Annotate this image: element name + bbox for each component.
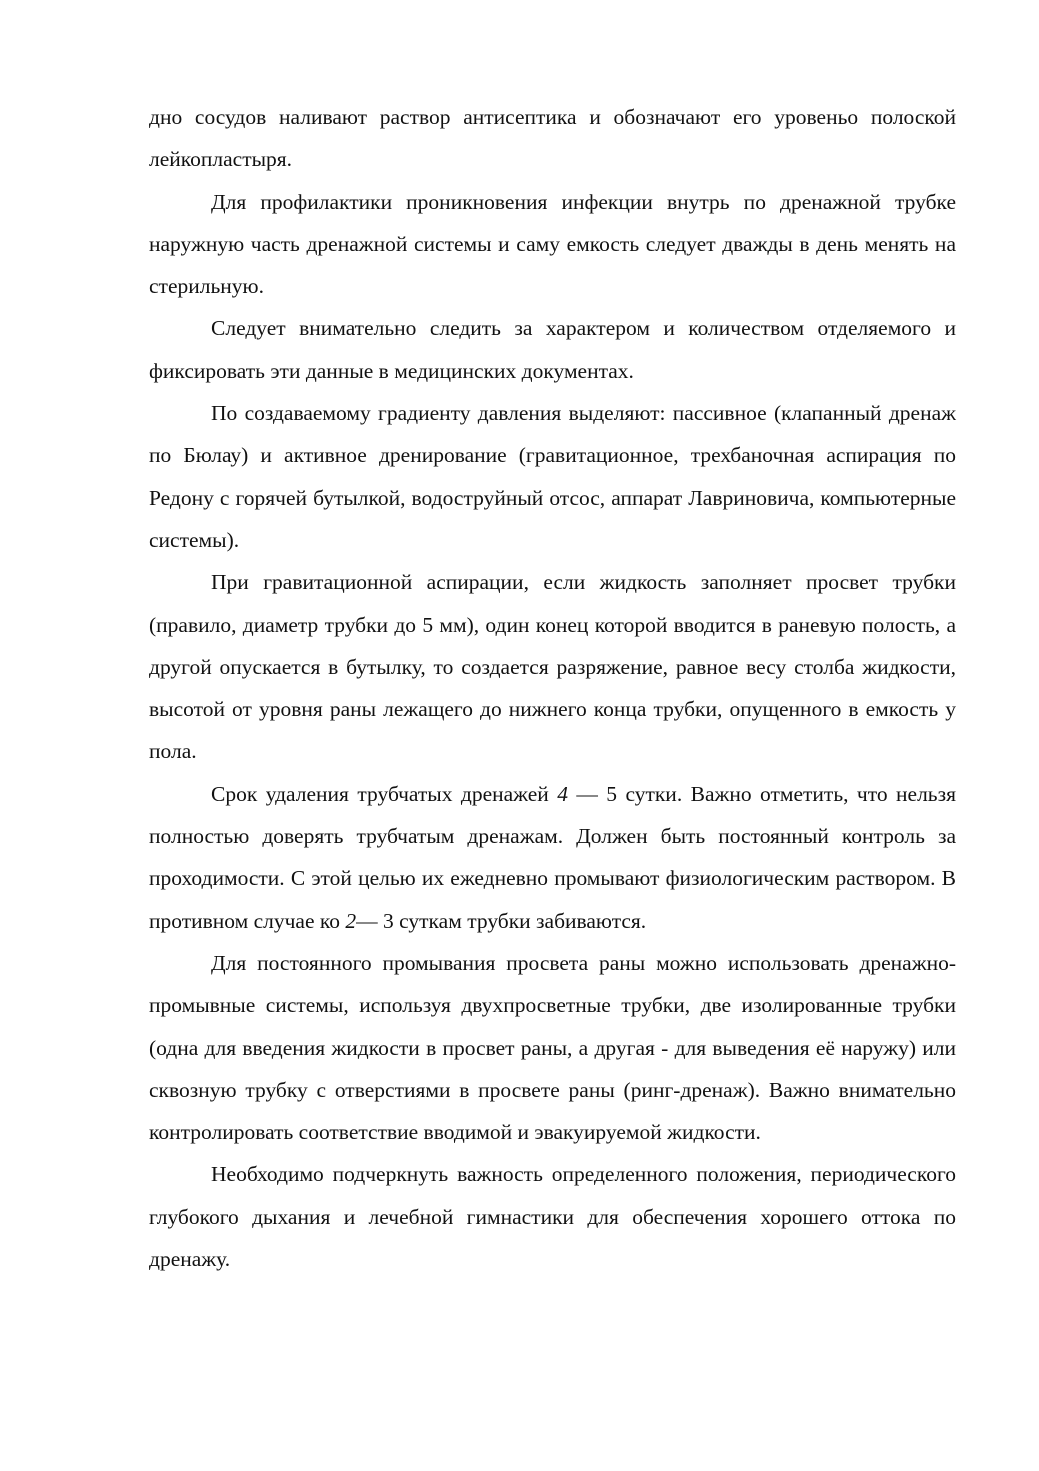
paragraph-text: — 3 суткам трубки забиваются. [356,908,647,933]
document-page [149,96,956,1280]
paragraph: Следует внимательно следить за характером и количеством отделяемого и фиксировать эти данные в медицинских документах. [149,316,956,383]
paragraph: Для постоянного промывания просвета раны можно использовать дренажно-промывные системы, используя двухпросветные трубки, две изолированные трубки (одна для введения жидкости в просвет раны, а другая - для выведения её наружу) или сквозную трубку с отверстиями в просвете раны (ринг-дренаж). Важно внимательно контролировать соответствие вводимой и эвакуируемой жидкости. [149,950,956,1145]
paragraph: Необходимо подчеркнуть важность определенного положения, периодического глубокого дыхания и лечебной гимнастики для обеспечения хорошего оттока по дренажу. [149,1162,956,1272]
paragraph-text: Срок удаления трубчатых дренажей [211,781,558,806]
paragraph [149,773,956,942]
paragraph: При гравитационной аспирации, если жидкость заполняет просвет трубки (правило, диаметр трубки до 5 мм), один конец которой вводится в раневую полость, а другой опускается в бутылку, то создается разряжение, равное весу столба жидкости, высотой от уровня раны лежащего до нижнего конца трубки, опущенного в емкость у пола. [149,570,956,764]
paragraph: дно сосудов наливают раствор антисептика и обозначают его уровеньо полоской лейкопластыря. [149,105,956,172]
paragraph-text: — 5 сутки. Важно отметить, что нельзя полностью доверять трубчатым дренажам. Должен быть постоянный контроль за проходимости. С этой целью их ежедневно промывают физиологическим раствором. В противном случае ко [149,781,956,933]
paragraph: По создаваемому градиенту давления выделяют: пассивное (клапанный дренаж по Бюлау) и активное дренирование (гравитационное, трехбаночная аспирация по Редону с горячей бутылкой, водоструйный отсос, аппарат Лавриновича, компьютерные системы). [149,401,956,552]
italic-number: 2 [345,908,357,933]
italic-number: 4 [557,781,568,806]
paragraph: Для профилактики проникновения инфекции внутрь по дренажной трубке наружную часть дренажной системы и саму емкость следует дважды в день менять на стерильную. [149,189,956,299]
